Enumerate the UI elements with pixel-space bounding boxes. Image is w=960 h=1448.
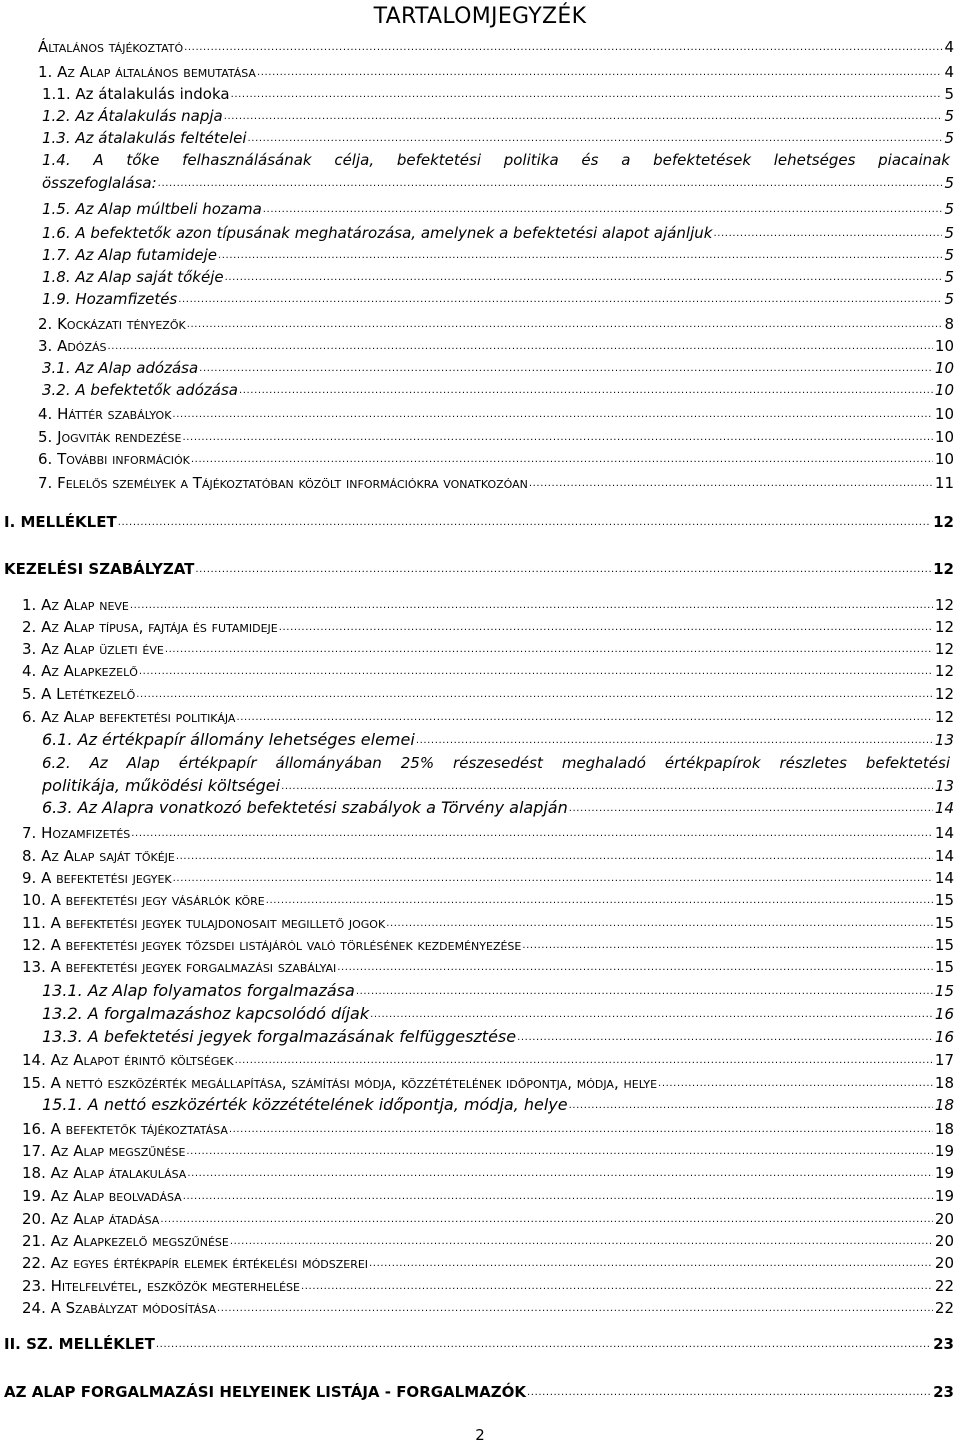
toc-entry[interactable]: [22, 1162, 954, 1184]
toc-entry[interactable]: [22, 594, 954, 616]
dot-leader: [183, 433, 933, 443]
dot-leader: [337, 963, 933, 973]
toc-page-number: 20: [934, 1232, 954, 1250]
toc-entry[interactable]: [22, 1275, 954, 1297]
toc-entry-title: 24. A Szabályzat módosítása: [22, 1299, 216, 1317]
toc-entry-title: 17. Az Alap megszűnése: [22, 1142, 186, 1160]
toc-entry[interactable]: [38, 335, 954, 357]
toc-entry[interactable]: [42, 357, 954, 379]
dot-leader: [279, 623, 933, 633]
dot-leader: [184, 43, 942, 53]
dot-leader: [231, 90, 943, 100]
toc-entry[interactable]: [42, 1026, 954, 1048]
toc-entry[interactable]: [4, 1333, 954, 1355]
toc-page-number: 11: [934, 474, 954, 492]
toc-entry-title: összefoglalása:: [42, 174, 157, 192]
dot-leader: [136, 690, 933, 700]
toc-entry-title: 6. További információk: [38, 450, 190, 468]
toc-page-number: 19: [934, 1164, 954, 1182]
toc-entry[interactable]: [22, 889, 954, 911]
toc-page-number: 5: [944, 200, 954, 218]
dot-leader: [239, 386, 933, 396]
toc-page-number: 18: [934, 1120, 954, 1138]
toc-entry-title: KEZELÉSI SZABÁLYZAT: [4, 560, 195, 578]
toc-page-number: 14: [934, 869, 954, 887]
dot-leader: [160, 1215, 933, 1225]
toc-page-number: 23: [933, 1383, 954, 1401]
dot-leader: [522, 941, 933, 951]
toc-page-number: 12: [934, 618, 954, 636]
toc-page-number: 20: [934, 1254, 954, 1272]
toc-entry-title: I. MELLÉKLET: [4, 513, 117, 531]
toc-entry[interactable]: [22, 1230, 954, 1252]
toc-entry[interactable]: [42, 127, 954, 149]
toc-entry-title: 4. Az Alapkezelő: [22, 662, 138, 680]
dot-leader: [356, 987, 933, 997]
dot-leader: [191, 455, 933, 465]
toc-page-number: 5: [944, 174, 954, 192]
toc-entry-title: 7. Felelős személyek a Tájékoztatóban közölt információkra vonatkozóan: [38, 474, 528, 492]
toc-entry[interactable]: [42, 797, 954, 819]
toc-page-number: 12: [933, 513, 954, 531]
toc-page-number: 22: [934, 1299, 954, 1317]
toc-page-number: 10: [934, 428, 954, 446]
toc-entry-title: 23. Hitelfelvétel, eszközök megterhelése: [22, 1277, 300, 1295]
toc-entry-title: 1. Az Alap általános bemutatása: [38, 63, 256, 81]
toc-entry-title: 5. Jogviták rendezése: [38, 428, 182, 446]
toc-page-number: 10: [934, 337, 954, 355]
toc-entry-title: 3.1. Az Alap adózása: [42, 359, 199, 377]
dot-leader: [139, 667, 933, 677]
toc-page-number: 23: [933, 1335, 954, 1353]
toc-entry-title: 20. Az Alap átadása: [22, 1210, 160, 1228]
dot-leader: [176, 852, 933, 862]
toc-page-number: 10: [934, 381, 954, 399]
dot-leader: [301, 1282, 933, 1292]
toc-entry[interactable]: [22, 683, 954, 705]
dot-leader: [369, 1259, 933, 1269]
toc-page-number: 13: [934, 777, 954, 795]
toc-entry-title: Általános tájékoztató: [38, 38, 184, 56]
dot-leader: [108, 342, 933, 352]
toc-entry[interactable]: [38, 448, 954, 470]
toc-entry-title: 8. Az Alap saját tőkéje: [22, 847, 175, 865]
dot-leader: [130, 601, 933, 611]
dot-leader: [187, 1169, 933, 1179]
toc-entry-title: 2. Az Alap típusa, fajtája és futamideje: [22, 618, 278, 636]
toc-entry[interactable]: [4, 558, 954, 580]
toc-page-number: 5: [944, 85, 954, 103]
toc-page-number: 13: [934, 731, 954, 749]
toc-entry[interactable]: [22, 638, 954, 660]
dot-leader: [225, 273, 943, 283]
toc-page-number: 5: [944, 129, 954, 147]
toc-entry[interactable]: [42, 1094, 954, 1116]
toc-page-number: 5: [944, 224, 954, 242]
toc-entry-line1: 6.2. Az Alap értékpapír állományában 25% részesedést meghaladó értékpapírok részletes befektetési: [42, 754, 950, 772]
toc-entry[interactable]: [22, 1252, 954, 1274]
dot-leader: [229, 1125, 933, 1135]
toc-entry-title: 16. A befektetők tájékoztatása: [22, 1120, 228, 1138]
toc-entry-title: AZ ALAP FORGALMAZÁSI HELYEINEK LISTÁJA - FORGALMAZÓK: [4, 1383, 527, 1401]
toc-page-number: 12: [933, 560, 954, 578]
toc-page-number: 15: [934, 936, 954, 954]
toc-page-number: 12: [934, 596, 954, 614]
toc-page-number: 15: [934, 982, 954, 1000]
dot-leader: [131, 829, 933, 839]
toc-page-number: 5: [944, 107, 954, 125]
toc-entry[interactable]: [22, 1118, 954, 1140]
toc-entry-title: 1.7. Az Alap futamideje: [42, 246, 217, 264]
toc-entry[interactable]: [42, 83, 954, 105]
toc-page-number: 12: [934, 708, 954, 726]
toc-entry-title: 1.9. Hozamfizetés: [42, 290, 178, 308]
toc-entry-title: 12. A befektetési jegyek tőzsdei listájáról való törlésének kezdeményezése: [22, 936, 522, 954]
toc-entry-title: 1.5. Az Alap múltbeli hozama: [42, 200, 262, 218]
toc-entry-title: 19. Az Alap beolvadása: [22, 1187, 182, 1205]
toc-entry-title: 13.1. Az Alap folyamatos forgalmazása: [42, 981, 355, 1000]
toc-entry-title: 5. A Letétkezelő: [22, 685, 136, 703]
toc-page-number: 10: [934, 450, 954, 468]
toc-entry-title: 15. A nettó eszközérték megállapítása, számítási módja, közzétételének időpontja, módja, helye: [22, 1074, 658, 1092]
toc-entry-title: 1.6. A befektetők azon típusának meghatározása, amelynek a befektetési alapot ajánljuk: [42, 224, 713, 242]
toc-entry[interactable]: [38, 313, 954, 335]
toc-entry-title: 2. Kockázati tényezők: [38, 315, 186, 333]
toc-entry[interactable]: [42, 980, 954, 1002]
dot-leader: [217, 1304, 933, 1314]
dot-leader: [183, 1192, 933, 1202]
toc-entry-title: politikája, működési költségei: [42, 776, 281, 795]
toc-page-number: 18: [934, 1074, 954, 1092]
dot-leader: [172, 410, 932, 420]
dot-leader: [218, 251, 942, 261]
toc-entry[interactable]: [22, 660, 954, 682]
toc-entry[interactable]: [42, 244, 954, 266]
toc-page-number: 19: [934, 1187, 954, 1205]
toc-entry-title: 9. A befektetési jegyek: [22, 869, 172, 887]
toc-page-number: 16: [934, 1028, 954, 1046]
dot-leader: [569, 804, 933, 814]
dot-leader: [224, 112, 943, 122]
toc-page-number: 10: [934, 359, 954, 377]
toc-page-number: 10: [934, 405, 954, 423]
toc-entry[interactable]: [22, 1049, 954, 1071]
toc-page-number: 12: [934, 640, 954, 658]
toc-entry[interactable]: [38, 403, 954, 425]
toc-page-number: 16: [934, 1005, 954, 1023]
dot-leader: [517, 1033, 933, 1043]
toc-entry-title: 15.1. A nettó eszközérték közzétételének időpontja, módja, helye: [42, 1095, 568, 1114]
dot-leader: [236, 713, 932, 723]
dot-leader: [257, 68, 942, 78]
dot-leader: [527, 1388, 931, 1398]
toc-entry[interactable]: [22, 934, 954, 956]
toc-entry-title: 3. Adózás: [38, 337, 107, 355]
toc-page-number: 14: [934, 799, 954, 817]
toc-entry[interactable]: [42, 172, 954, 194]
dot-leader: [156, 1340, 931, 1350]
toc-entry-title: 1.8. Az Alap saját tőkéje: [42, 268, 224, 286]
dot-leader: [173, 874, 933, 884]
toc-entry[interactable]: [4, 1381, 954, 1403]
toc-entry[interactable]: [22, 867, 954, 889]
toc-entry[interactable]: [42, 729, 954, 751]
dot-leader: [416, 736, 933, 746]
toc-entry-title: 1. Az Alap neve: [22, 596, 129, 614]
toc-page-number: 20: [934, 1210, 954, 1228]
toc-entry[interactable]: [22, 845, 954, 867]
dot-leader: [370, 1010, 933, 1020]
toc-entry-title: 6.1. Az értékpapír állomány lehetséges elemei: [42, 730, 415, 749]
toc-entry-title: 11. A befektetési jegyek tulajdonosait megillető jogok: [22, 914, 386, 932]
toc-entry-title: 21. Az Alapkezelő megszűnése: [22, 1232, 229, 1250]
toc-entry[interactable]: [42, 266, 954, 288]
toc-entry[interactable]: [38, 426, 954, 448]
dot-leader: [713, 229, 942, 239]
toc-entry-title: 6. Az Alap befektetési politikája: [22, 708, 236, 726]
toc-page-number: 14: [934, 824, 954, 842]
toc-entry-title: 10. A befektetési jegy vásárlók köre: [22, 891, 265, 909]
toc-entry[interactable]: [22, 1185, 954, 1207]
toc-entry[interactable]: [38, 61, 954, 83]
toc-entry[interactable]: [22, 1140, 954, 1162]
dot-leader: [529, 479, 933, 489]
dot-leader: [187, 320, 943, 330]
toc-page-number: 5: [944, 246, 954, 264]
dot-leader: [118, 518, 931, 528]
toc-page-number: 17: [934, 1051, 954, 1069]
toc-page-number: 12: [934, 685, 954, 703]
toc-entry[interactable]: [38, 36, 954, 58]
toc-entry-title: 13. A befektetési jegyek forgalmazási szabályai: [22, 958, 337, 976]
toc-page-number: 15: [934, 958, 954, 976]
toc-page-number: 4: [944, 38, 954, 56]
dot-leader: [386, 919, 933, 929]
toc-entry[interactable]: [22, 822, 954, 844]
toc-page-number: 15: [934, 914, 954, 932]
toc-entry-title: 14. Az Alapot érintő költségek: [22, 1051, 234, 1069]
toc-page-number: 5: [944, 268, 954, 286]
toc-entry-title: 18. Az Alap átalakulása: [22, 1164, 187, 1182]
toc-entry[interactable]: [42, 222, 954, 244]
toc-entry[interactable]: [22, 1297, 954, 1319]
toc-entry-title: 3. Az Alap üzleti éve: [22, 640, 164, 658]
toc-entry-title: 13.2. A forgalmazáshoz kapcsolódó díjak: [42, 1004, 370, 1023]
toc-entry[interactable]: [42, 775, 954, 797]
dot-leader: [230, 1237, 933, 1247]
toc-entry-title: 7. Hozamfizetés: [22, 824, 131, 842]
dot-leader: [263, 205, 943, 215]
toc-entry[interactable]: [22, 1072, 954, 1094]
dot-leader: [281, 782, 933, 792]
toc-entry[interactable]: [22, 1208, 954, 1230]
toc-page-number: 4: [944, 63, 954, 81]
dot-leader: [178, 295, 942, 305]
dot-leader: [158, 179, 943, 189]
toc-entry-title: II. SZ. MELLÉKLET: [4, 1335, 155, 1353]
toc-entry-title: 13.3. A befektetési jegyek forgalmazásának felfüggesztése: [42, 1027, 517, 1046]
toc-entry-title: 6.3. Az Alapra vonatkozó befektetési szabályok a Törvény alapján: [42, 798, 568, 817]
toc-entry-title: 3.2. A befektetők adózása: [42, 381, 238, 399]
toc-entry-title: 4. Háttér szabályok: [38, 405, 172, 423]
dot-leader: [199, 364, 933, 374]
dot-leader: [235, 1056, 933, 1066]
toc-entry[interactable]: [42, 198, 954, 220]
toc-page-number: 5: [944, 290, 954, 308]
toc-entry-title: 22. Az egyes értékpapír elemek értékelési módszerei: [22, 1254, 369, 1272]
page-number: 2: [475, 1426, 485, 1444]
toc-page-number: 15: [934, 891, 954, 909]
dot-leader: [569, 1101, 933, 1111]
toc-entry-title: 1.2. Az Átalakulás napja: [42, 107, 223, 125]
toc-entry[interactable]: [22, 912, 954, 934]
toc-page-number: 12: [934, 662, 954, 680]
toc-entry[interactable]: [42, 288, 954, 310]
dot-leader: [165, 645, 933, 655]
toc-entry[interactable]: [42, 1003, 954, 1025]
dot-leader: [186, 1147, 933, 1157]
toc-entry[interactable]: [4, 511, 954, 533]
dot-leader: [658, 1079, 933, 1089]
toc-page-number: 19: [934, 1142, 954, 1160]
toc-page-number: 14: [934, 847, 954, 865]
document-title: TARTALOMJEGYZÉK: [373, 4, 587, 29]
toc-entry[interactable]: [42, 105, 954, 127]
toc-entry[interactable]: [42, 379, 954, 401]
toc-entry[interactable]: [22, 956, 954, 978]
dot-leader: [266, 896, 933, 906]
toc-entry[interactable]: [22, 706, 954, 728]
toc-entry-title: 1.3. Az átalakulás feltételei: [42, 129, 247, 147]
toc-entry[interactable]: [22, 616, 954, 638]
toc-entry-title: 1.1. Az átalakulás indoka: [42, 85, 230, 103]
toc-page-number: 22: [934, 1277, 954, 1295]
toc-page-number: 8: [944, 315, 954, 333]
dot-leader: [195, 565, 931, 575]
toc-entry-line1: 1.4. A tőke felhasználásának célja, befektetési politika és a befektetések lehetséges piacainak: [42, 151, 950, 169]
toc-page-number: 18: [934, 1096, 954, 1114]
toc-entry[interactable]: [38, 472, 954, 494]
dot-leader: [248, 134, 943, 144]
